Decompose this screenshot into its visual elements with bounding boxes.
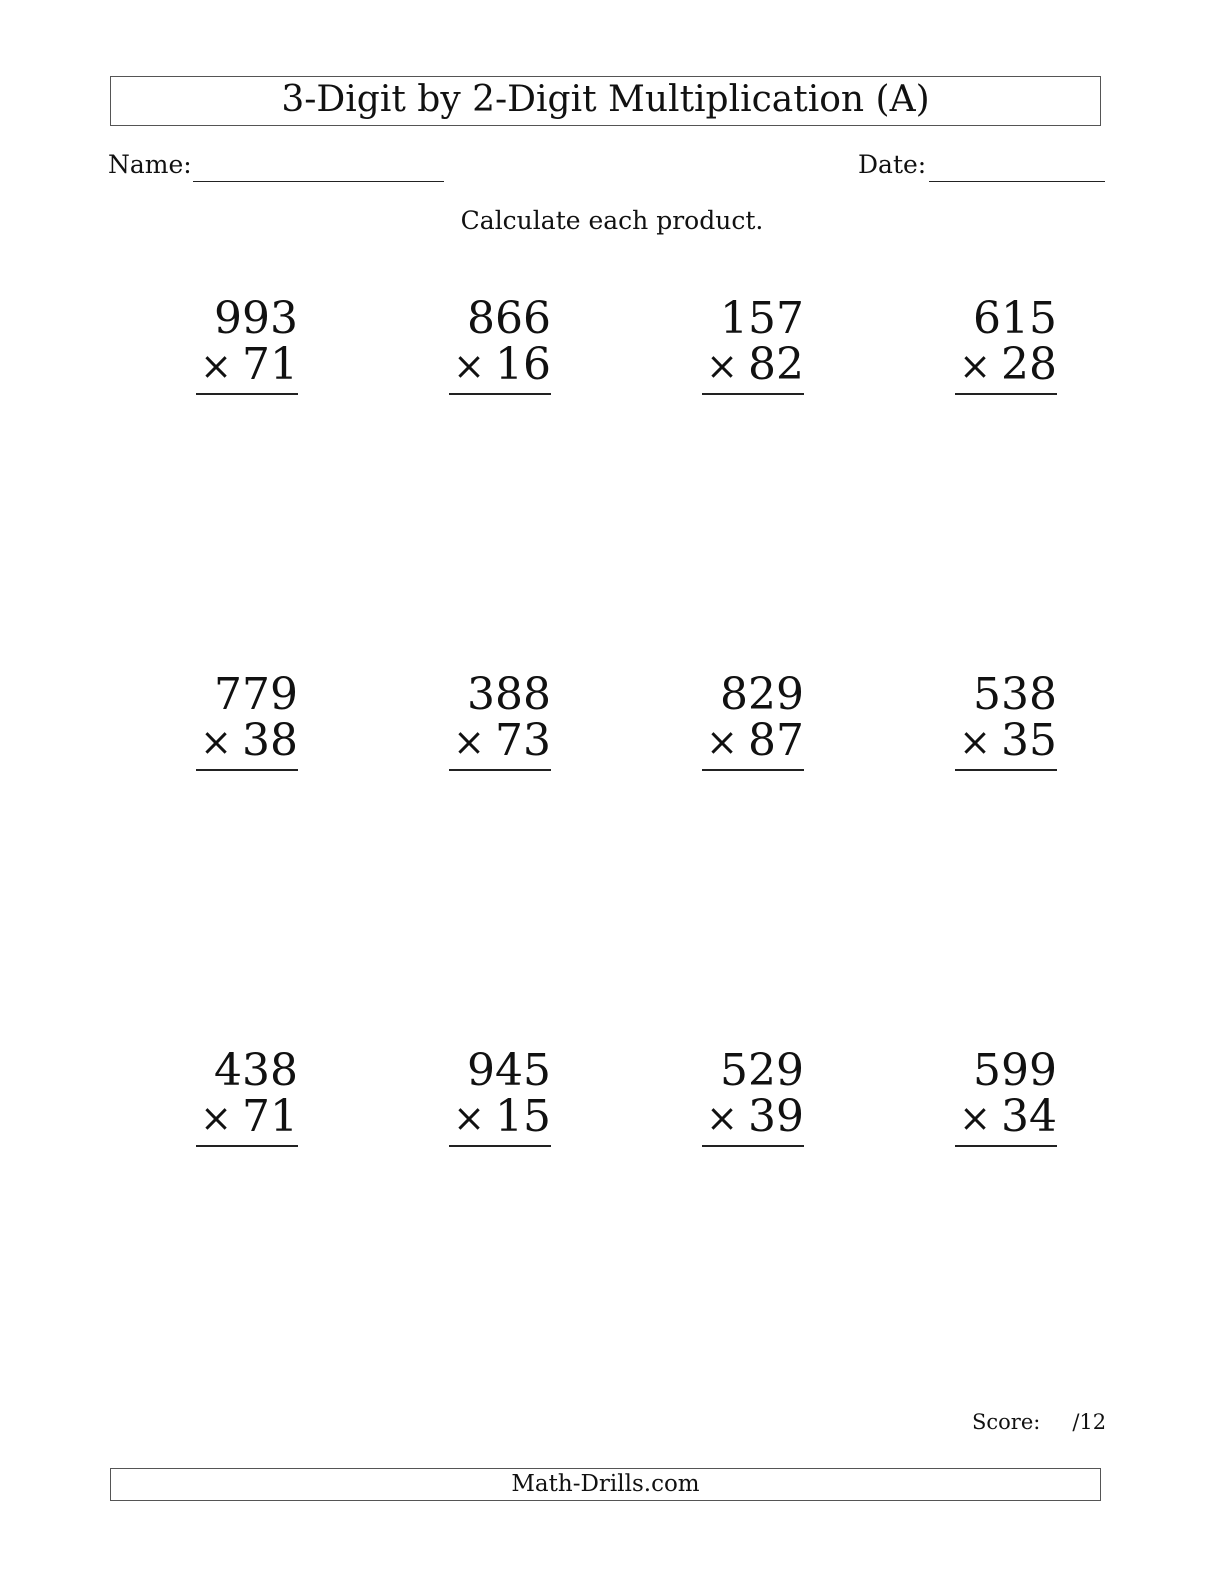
footer-site-name: Math-Drills.com <box>110 1468 1101 1501</box>
times-sign: × <box>453 720 485 764</box>
instructions: Calculate each product. <box>460 206 764 235</box>
multiplier-line <box>196 715 298 766</box>
times-sign: × <box>706 1096 738 1140</box>
multiplier: 15 <box>495 1091 551 1142</box>
worksheet-title: 3-Digit by 2-Digit Multiplication (A) <box>110 76 1101 126</box>
multiplier: 82 <box>748 339 804 390</box>
multiplicand: 529 <box>720 1045 804 1096</box>
multiplicand: 829 <box>720 669 804 720</box>
times-sign: × <box>200 1096 232 1140</box>
times-sign: × <box>959 1096 991 1140</box>
multiplier-line <box>955 715 1057 766</box>
times-sign: × <box>200 720 232 764</box>
answer-rule <box>955 769 1057 771</box>
answer-rule <box>449 769 551 771</box>
answer-rule <box>702 393 804 395</box>
multiplicand: 538 <box>973 669 1057 720</box>
answer-rule <box>955 1145 1057 1147</box>
name-field[interactable] <box>193 181 444 182</box>
multiplier-line <box>702 715 804 766</box>
problem-1 <box>196 293 298 395</box>
answer-rule <box>702 769 804 771</box>
multiplier: 39 <box>748 1091 804 1142</box>
answer-rule <box>449 393 551 395</box>
problem-5 <box>196 669 298 771</box>
multiplicand: 779 <box>214 669 298 720</box>
multiplicand: 866 <box>467 293 551 344</box>
multiplicand: 157 <box>720 293 804 344</box>
times-sign: × <box>453 1096 485 1140</box>
multiplier-line <box>449 339 551 390</box>
date-label: Date: <box>858 150 927 179</box>
answer-rule <box>449 1145 551 1147</box>
multiplier-line <box>449 1091 551 1142</box>
multiplier: 71 <box>242 339 298 390</box>
answer-rule <box>196 769 298 771</box>
problem-12 <box>955 1045 1057 1147</box>
multiplier-line <box>955 1091 1057 1142</box>
date-field[interactable] <box>929 181 1105 182</box>
multiplier-line <box>196 339 298 390</box>
multiplier: 73 <box>495 715 551 766</box>
times-sign: × <box>453 344 485 388</box>
score-label: Score: <box>972 1410 1041 1434</box>
problem-6 <box>449 669 551 771</box>
problem-10 <box>449 1045 551 1147</box>
answer-rule <box>955 393 1057 395</box>
multiplicand: 945 <box>467 1045 551 1096</box>
times-sign: × <box>200 344 232 388</box>
multiplier-line <box>955 339 1057 390</box>
score-total: /12 <box>1072 1410 1107 1434</box>
problem-8 <box>955 669 1057 771</box>
times-sign: × <box>706 344 738 388</box>
multiplier: 34 <box>1001 1091 1057 1142</box>
multiplier-line <box>702 339 804 390</box>
times-sign: × <box>959 720 991 764</box>
problem-2 <box>449 293 551 395</box>
problem-7 <box>702 669 804 771</box>
multiplier: 35 <box>1001 715 1057 766</box>
problem-3 <box>702 293 804 395</box>
multiplicand: 388 <box>467 669 551 720</box>
answer-rule <box>702 1145 804 1147</box>
multiplier-line <box>449 715 551 766</box>
score <box>972 1408 1106 1436</box>
multiplier-line <box>702 1091 804 1142</box>
multiplier: 71 <box>242 1091 298 1142</box>
multiplicand: 993 <box>214 293 298 344</box>
problem-9 <box>196 1045 298 1147</box>
multiplier-line <box>196 1091 298 1142</box>
multiplicand: 615 <box>973 293 1057 344</box>
answer-rule <box>196 1145 298 1147</box>
multiplier: 38 <box>242 715 298 766</box>
multiplier: 87 <box>748 715 804 766</box>
answer-rule <box>196 393 298 395</box>
multiplier: 16 <box>495 339 551 390</box>
problem-11 <box>702 1045 804 1147</box>
times-sign: × <box>959 344 991 388</box>
times-sign: × <box>706 720 738 764</box>
multiplicand: 438 <box>214 1045 298 1096</box>
multiplier: 28 <box>1001 339 1057 390</box>
problem-4 <box>955 293 1057 395</box>
multiplicand: 599 <box>973 1045 1057 1096</box>
name-label: Name: <box>108 150 192 179</box>
